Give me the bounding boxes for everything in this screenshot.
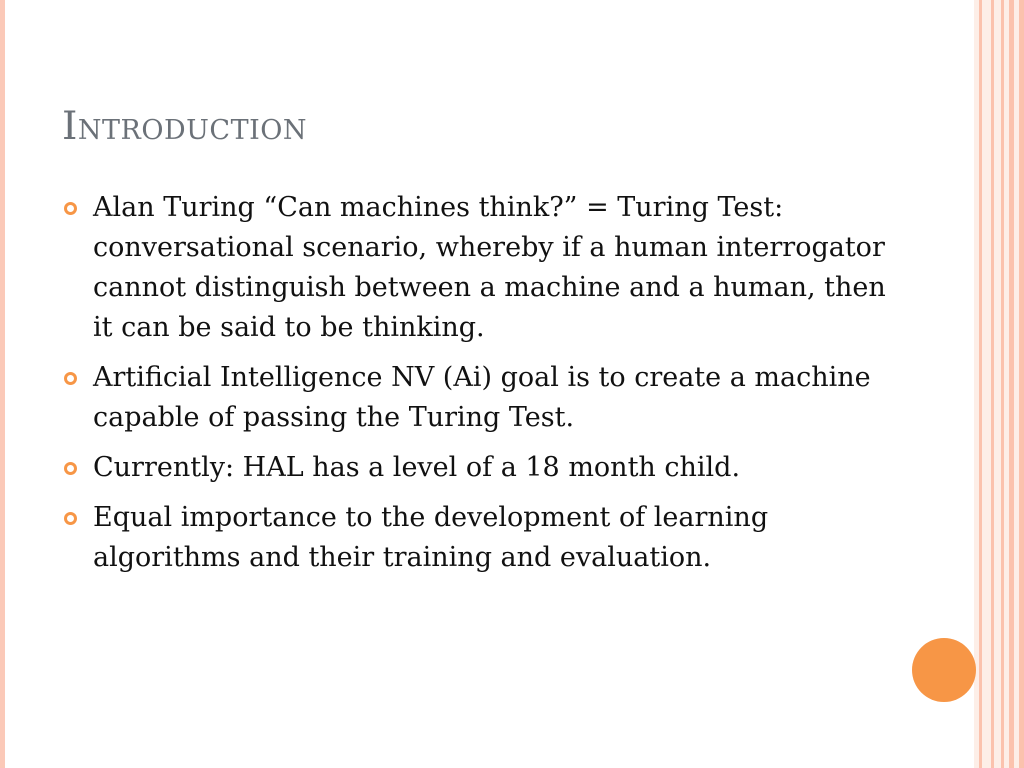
right-border-stripe (991, 0, 994, 768)
bullet-item (62, 358, 902, 438)
bullet-text: Alan Turing “Can machines think?” = Turing Test: conversational scenario, whereby if a human interrogator cannot distinguish between a machine and a human, then it can be said to be thinking. (93, 192, 886, 343)
circle-bullet-icon (64, 202, 77, 215)
circle-bullet-icon (64, 462, 77, 475)
bullet-item (62, 188, 902, 348)
slide-title: Introduction (62, 104, 307, 149)
circle-bullet-icon (64, 372, 77, 385)
bullet-text: Artificial Intelligence NV (Ai) goal is to create a machine capable of passing the Turing Test. (93, 362, 871, 433)
right-border-stripe (1009, 0, 1014, 768)
bullet-item (62, 498, 902, 578)
bullet-item (62, 448, 902, 488)
decorative-orange-circle (912, 638, 976, 702)
bullet-text: Equal importance to the development of learning algorithms and their training and evaluation. (93, 502, 769, 573)
right-border-stripe (1001, 0, 1004, 768)
left-border (0, 0, 5, 768)
circle-bullet-icon (64, 512, 77, 525)
right-border-stripe (979, 0, 982, 768)
bullet-text: Currently: HAL has a level of a 18 month child. (93, 452, 741, 483)
right-border-stripe (1019, 0, 1024, 768)
bullet-list (62, 188, 902, 588)
